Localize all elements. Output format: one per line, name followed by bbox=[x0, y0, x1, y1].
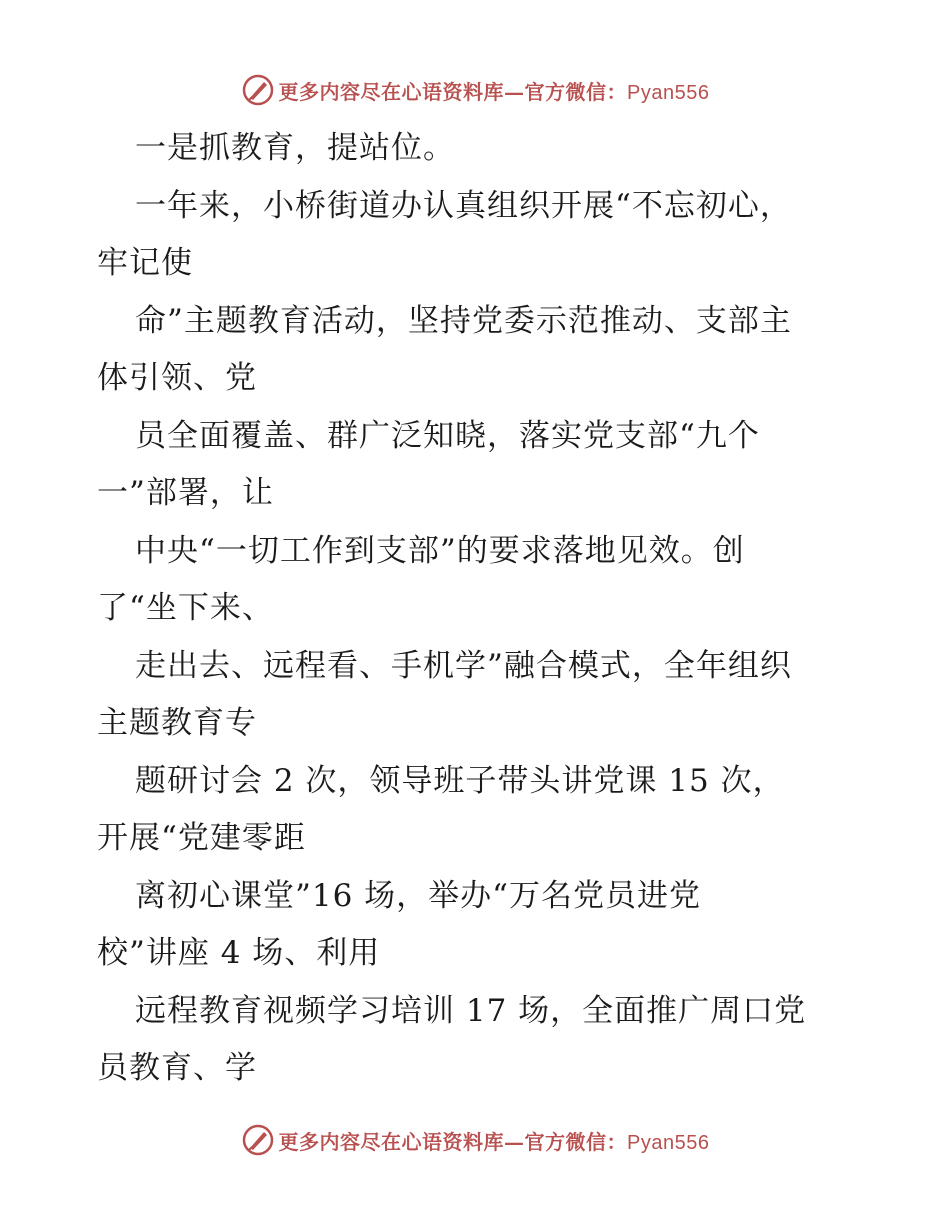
text-line: 离初心课堂”16 场，举办“万名党员进党 bbox=[135, 877, 701, 914]
text-line: 一”部署，让 bbox=[97, 475, 274, 511]
text-line: 员全面覆盖、群广泛知晓，落实党支部“九个 bbox=[135, 417, 760, 454]
text-line: 开展“党建零距 bbox=[97, 820, 306, 856]
footer-watermark-banner bbox=[0, 1120, 950, 1160]
document-body bbox=[97, 120, 857, 1098]
text-line: 题研讨会 2 次，领导班子带头讲党课 15 次， bbox=[135, 762, 785, 799]
text-line: 体引领、党 bbox=[97, 360, 257, 396]
watermark-text: 更多内容尽在心语资料库—官方微信：Pyan556 bbox=[278, 79, 710, 104]
text-line: 了“坐下来、 bbox=[97, 590, 274, 626]
text-line: 牢记使 bbox=[97, 245, 193, 281]
text-line: 主题教育专 bbox=[97, 705, 257, 741]
text-line: 走出去、远程看、手机学”融合模式，全年组织 bbox=[135, 647, 792, 684]
text-line: 中央“一切工作到支部”的要求落地见效。创 bbox=[135, 532, 745, 569]
text-line: 远程教育视频学习培训 17 场，全面推广周口党 bbox=[135, 992, 807, 1029]
text-line: 一是抓教育，提站位。 bbox=[135, 130, 455, 166]
header-watermark-banner bbox=[0, 70, 950, 110]
feather-pen-logo-icon bbox=[241, 1123, 275, 1157]
text-line: 一年来，小桥街道办认真组织开展“不忘初心， bbox=[135, 187, 792, 224]
text-line: 命”主题教育活动，坚持党委示范推动、支部主 bbox=[135, 302, 792, 339]
text-line: 员教育、学 bbox=[97, 1050, 257, 1086]
feather-pen-logo-icon bbox=[241, 73, 275, 107]
watermark-text: 更多内容尽在心语资料库—官方微信：Pyan556 bbox=[278, 1129, 710, 1154]
watermark-account: Pyan556 bbox=[627, 1131, 710, 1154]
watermark-account: Pyan556 bbox=[627, 81, 710, 104]
text-line: 校”讲座 4 场、利用 bbox=[97, 935, 381, 971]
